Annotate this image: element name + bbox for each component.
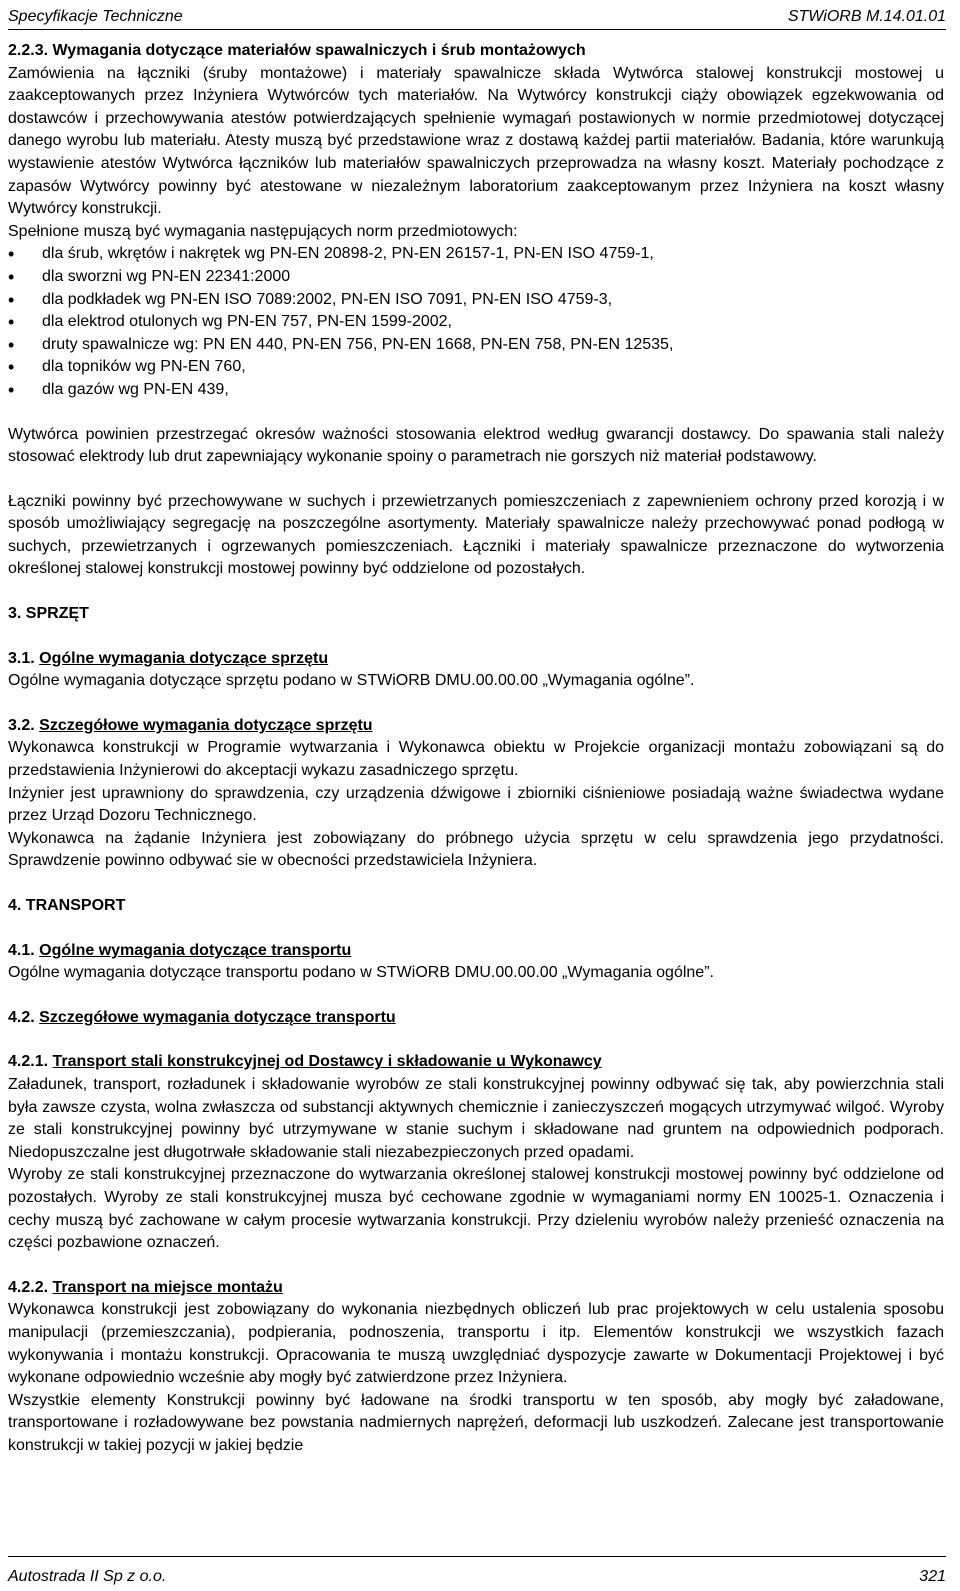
footer-company: Autostrada II Sp z o.o.: [8, 1568, 167, 1585]
heading-title: Transport stali konstrukcyjnej od Dostawcy i składowanie u Wykonawcy: [52, 1053, 602, 1071]
paragraph: Wyroby ze stali konstrukcyjnej przeznaczone do wytwarzania określonej stalowej konstrukcji mostowej powinny być oddzielone od pozostałych. Wyroby ze stali konstrukcyjnej musza być cechowane zgodnie w wymaganiami normy EN 10025-1. Oznaczenia i cechy muszą być zachowane w całym procesie wytwarzania konstrukcji. Przy dzieleniu wyrobów należy przenieść oznaczenia na części pozbawione oznaczeń.: [8, 1166, 944, 1252]
paragraph: Spełnione muszą być wymagania następujących norm przedmiotowych:: [8, 222, 518, 240]
paragraph: Załadunek, transport, rozładunek i składowanie wyrobów ze stali konstrukcyjnej powinny odbywać się tak, aby powierzchnia stali była zawsze czysta, wolna zwłaszcza od substancji aktywnych chemicznie i zanieczyszczeń mogących utrzymywać wilgoć. Wyroby ze stali konstrukcyjnej powinny być utrzymywane w stanie suchym i składowane nad gruntem na odpowiednich podporach. Niedopuszczalne jest długotrwałe składowanie stali niezabezpieczonych przed opadami.: [8, 1075, 944, 1161]
paragraph: Zamówienia na łączniki (śruby montażowe) i materiały spawalnicze składa Wytwórca stalowej konstrukcji mostowej u zaakceptowanych przez Inżyniera Wytwórców tych materiałów. Na Wytwórcy konstrukcji ciąży obowiązek egzekwowania od dostawców i przechowywania atestów potwierdzających spełnienie wymagań postawionych w normie przedmiotowej dotyczącej danego wyrobu lub materiału. Atesty muszą być przedstawione wraz z dostawą każdej partii materiałów. Badania, które warunkują wystawienie atestów Wytwórca łączników lub materiałów spawalniczych przeprowadza na własny koszt. Materiały pochodzące z zapasów Wytwórcy powinny być atestowane w niezależnym laboratorium zaakceptowanym przez Inżyniera na koszt własny Wytwórcy konstrukcji.: [8, 64, 944, 218]
paragraph: Inżynier jest uprawniony do sprawdzenia, czy urządzenia dźwigowe i zbiorniki ciśnieniowe posiadają ważne świadectwa wydane przez Urząd Dozoru Technicznego.: [8, 784, 944, 825]
list-item: • druty spawalnicze wg: PN EN 440, PN-EN 756, PN-EN 1668, PN-EN 758, PN-EN 12535,: [8, 334, 944, 357]
heading-title: Transport na miejsce montażu: [52, 1278, 283, 1296]
paragraph: Wytwórca powinien przestrzegać okresów ważności stosowania elektrod według gwarancji dostawcy. Do spawania stali należy stosować elektrody lub drut zapewniający wykonanie spoiny o parametrach nie gorszych niż materiał podstawowy.: [8, 425, 944, 466]
heading-title: Ogólne wymagania dotyczące transportu: [39, 941, 352, 959]
list-item: • dla topników wg PN-EN 760,: [8, 356, 944, 379]
heading-4-2: [8, 1007, 944, 1030]
heading-number: 3.1.: [8, 649, 35, 667]
norms-list: [8, 243, 944, 401]
heading-4-1: [8, 940, 944, 963]
heading-title: Wymagania dotyczące materiałów spawalniczych i śrub montażowych: [52, 42, 586, 59]
list-item: • dla elektrod otulonych wg PN-EN 757, PN-EN 1599-2002,: [8, 311, 944, 334]
heading-4-2-1: [8, 1051, 944, 1074]
heading-number: 2.2.3.: [8, 42, 49, 59]
list-item: • dla gazów wg PN-EN 439,: [8, 379, 944, 402]
heading-4: 4. TRANSPORT: [8, 897, 126, 914]
list-item: • dla sworzni wg PN-EN 22341:2000: [8, 266, 944, 289]
page-header: [8, 0, 946, 30]
heading-3-2: [8, 715, 944, 738]
heading-number: 4.2.1.: [8, 1053, 49, 1071]
paragraph: Łączniki powinny być przechowywane w suchych i przewietrzanych pomieszczeniach z zapewnieniem ochrony przed korozją i w sposób umożliwiający segregację na poszczególne asortymenty. Materiały spawalnicze należy przechowywać ponad podłogą w suchych, przewietrzanych i ogrzewanych pomieszczeniach. Łączniki i materiały spawalnicze przeznaczone do wytworzenia określonej stalowej konstrukcji mostowej powinny być oddzielone od pozostałych.: [8, 492, 944, 578]
list-item: • dla podkładek wg PN-EN ISO 7089:2002, PN-EN ISO 7091, PN-EN ISO 4759-3,: [8, 289, 944, 312]
document-body: [8, 40, 944, 1457]
heading-title: Ogólne wymagania dotyczące sprzętu: [39, 649, 329, 667]
paragraph: Wykonawca konstrukcji w Programie wytwarzania i Wykonawca obiektu w Projekcie organizacji montażu zobowiązani są do przedstawienia Inżynierowi do akceptacji wykazu zasadniczego sprzętu.: [8, 739, 944, 780]
header-spec-code: STWiORB M.14.01.01: [787, 8, 946, 25]
header-title: Specyfikacje Techniczne: [8, 8, 183, 25]
heading-2-2-3: [8, 40, 944, 63]
heading-number: 4.1.: [8, 941, 35, 959]
heading-title: Szczegółowe wymagania dotyczące sprzętu: [39, 716, 373, 734]
paragraph: Wykonawca konstrukcji jest zobowiązany do wykonania niezbędnych obliczeń lub prac projektowych w celu ustalenia sposobu manipulacji (przemieszczania), podpierania, podnoszenia, transportu i itp. Elementów konstrukcji we wszystkich fazach wykonywania i montażu konstrukcji. Opracowania te muszą uwzględniać dyspozycje zawarte w Dokumentacji Projektowej i być wykonane odpowiednio wcześnie aby mogły być zatwierdzone przez Inżyniera.: [8, 1301, 944, 1387]
page-number: 321: [919, 1568, 946, 1585]
paragraph: Wszystkie elementy Konstrukcji powinny być ładowane na środki transportu w ten sposób, aby mogły być załadowane, transportowane i rozładowywane bez powstania nadmiernych naprężeń, deformacji lub uszkodzeń. Zalecane jest transportowanie konstrukcji w takiej pozycji w jakiej będzie: [8, 1391, 944, 1454]
heading-title: Szczegółowe wymagania dotyczące transportu: [39, 1008, 396, 1026]
heading-number: 3.2.: [8, 716, 35, 734]
heading-3-1: [8, 648, 944, 671]
heading-number: 4.2.2.: [8, 1278, 49, 1296]
paragraph: Wykonawca na żądanie Inżyniera jest zobowiązany do próbnego użycia sprzętu w celu sprawdzenia jego przydatności. Sprawdzenie powinno odbywać sie w obecności przedstawiciela Inżyniera.: [8, 829, 944, 870]
heading-number: 4.2.: [8, 1008, 35, 1026]
heading-4-2-2: [8, 1277, 944, 1300]
heading-3: 3. SPRZĘT: [8, 605, 89, 623]
paragraph: Ogólne wymagania dotyczące sprzętu podano w STWiORB DMU.00.00.00 „Wymagania ogólne”.: [8, 672, 695, 690]
paragraph: Ogólne wymagania dotyczące transportu podano w STWiORB DMU.00.00.00 „Wymagania ogólne”.: [8, 964, 714, 982]
page-footer: [8, 1556, 946, 1586]
list-item: • dla śrub, wkrętów i nakrętek wg PN-EN 20898-2, PN-EN 26157-1, PN-EN ISO 4759-1,: [8, 243, 944, 266]
